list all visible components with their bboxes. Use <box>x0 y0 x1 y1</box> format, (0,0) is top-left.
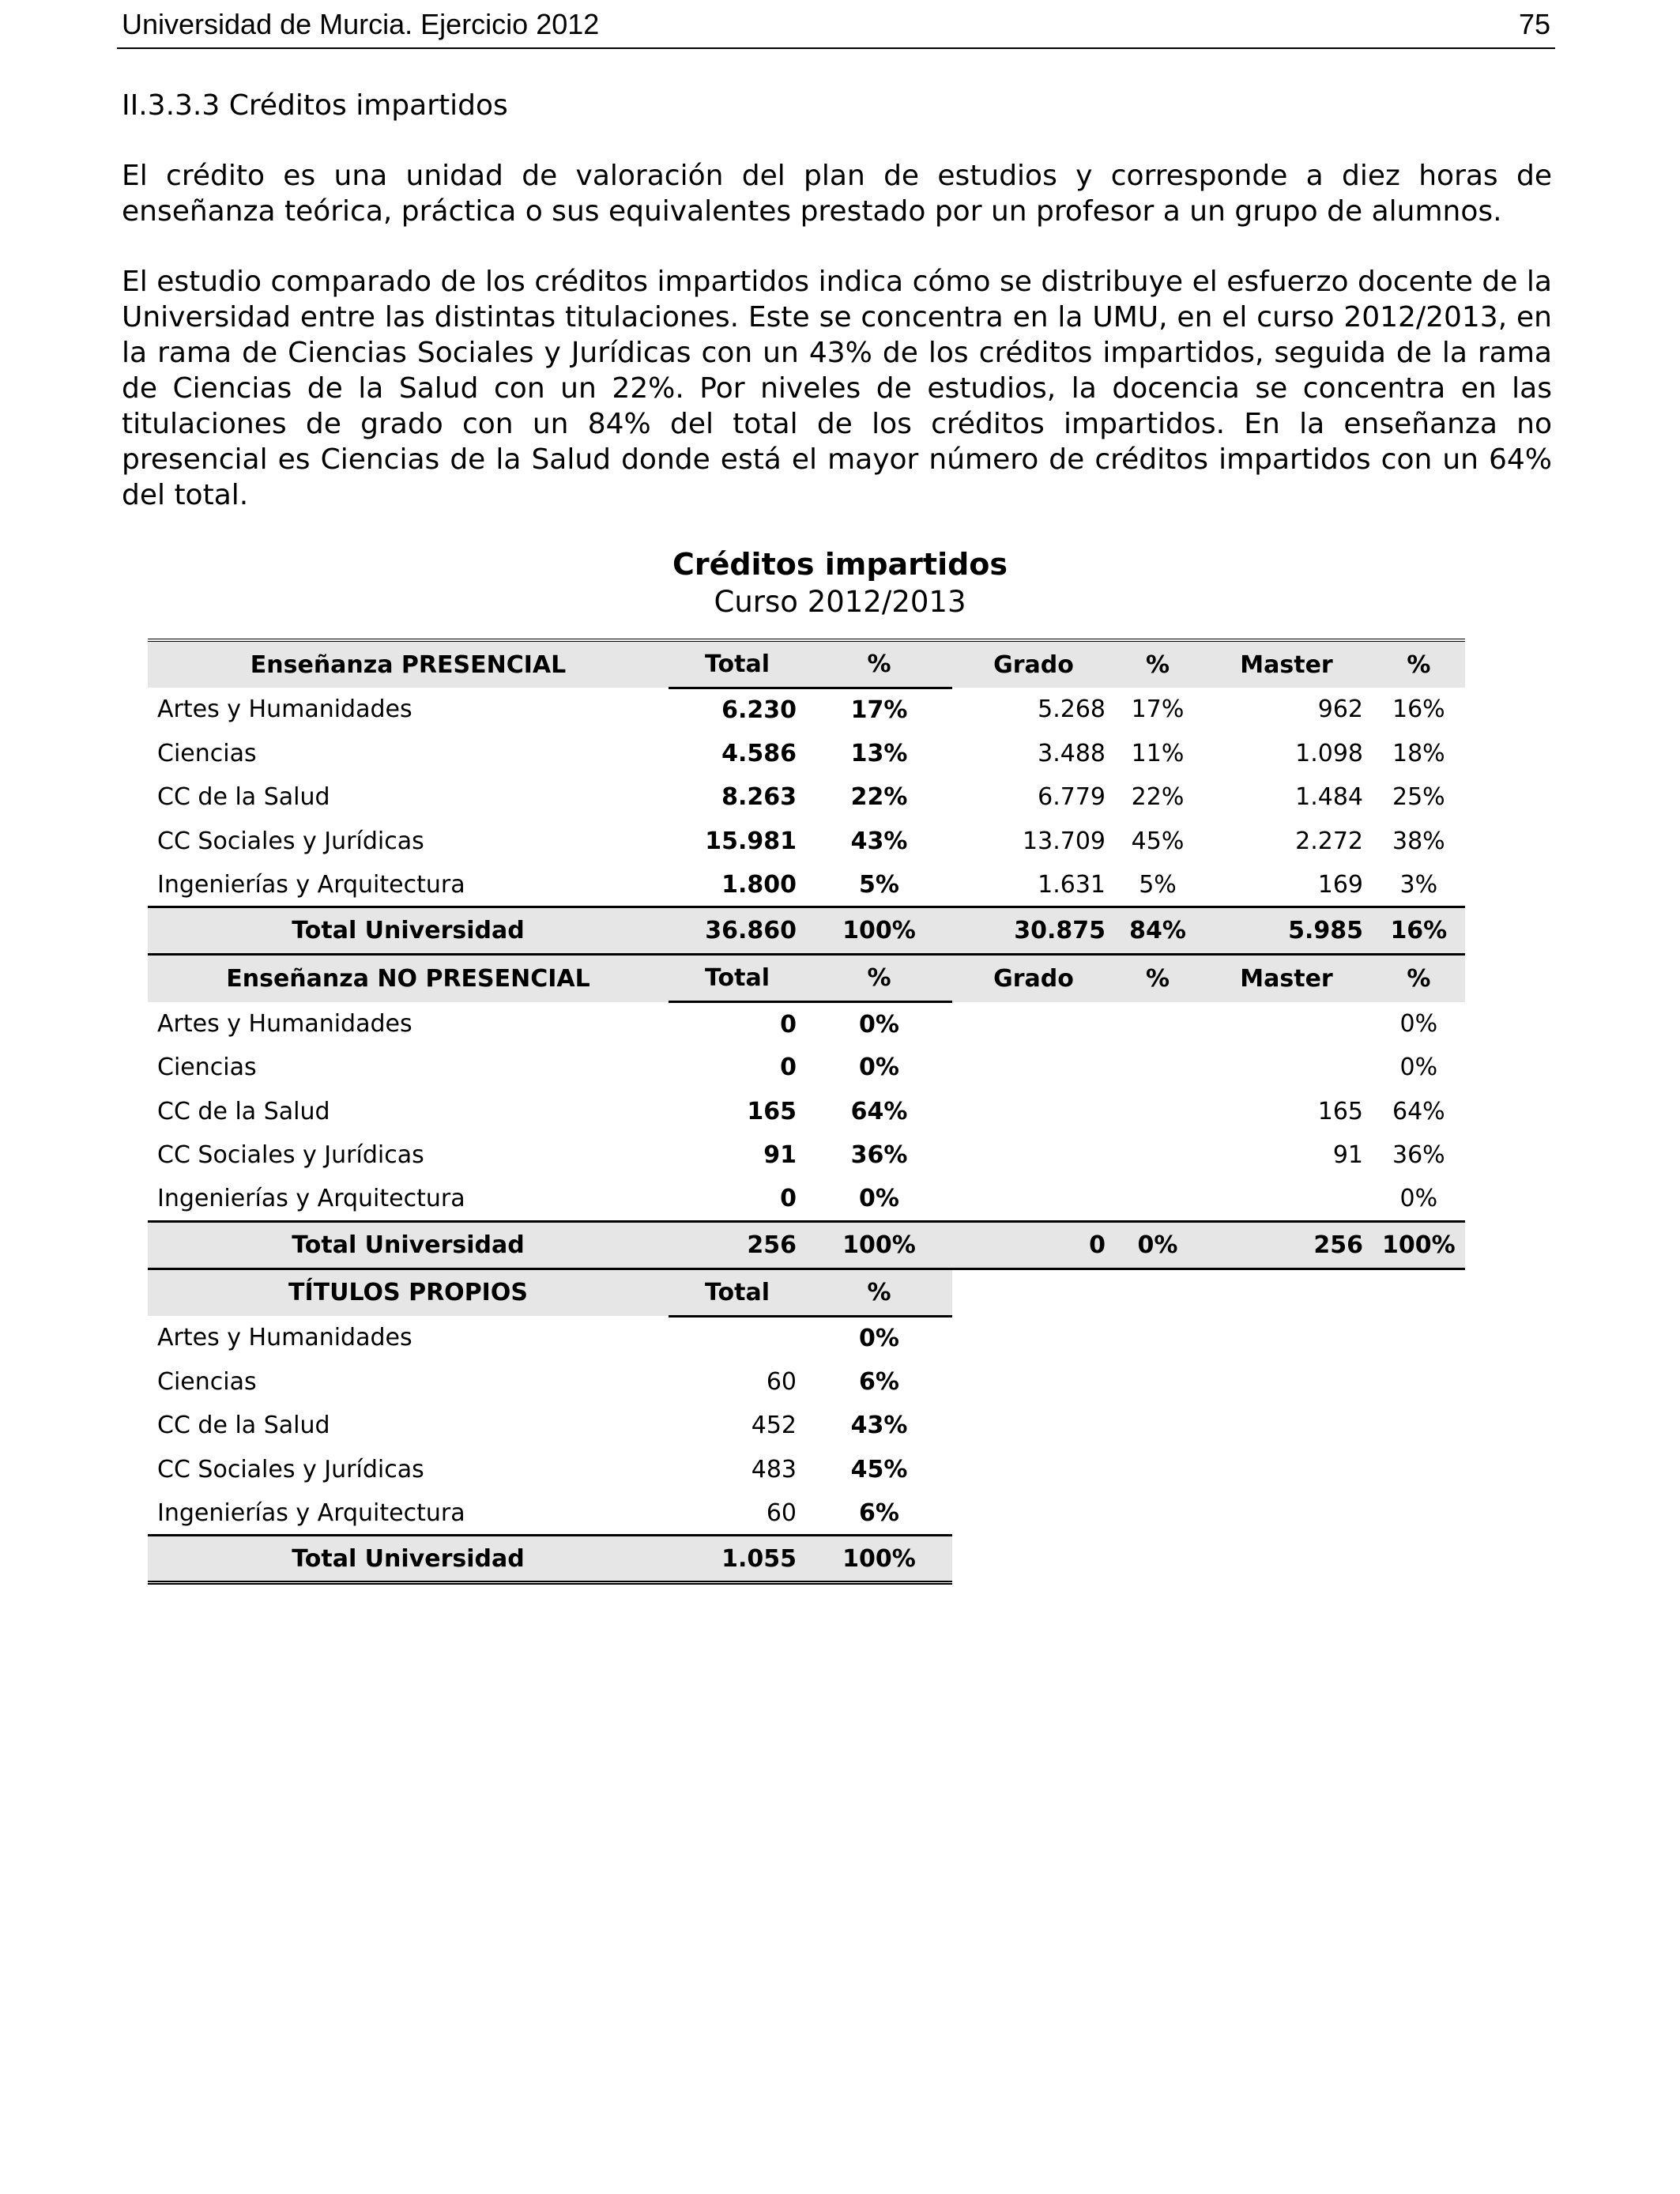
empty-cell <box>952 1360 1115 1404</box>
creditos-table <box>148 639 1465 1585</box>
table-title: Créditos impartidos <box>672 547 1008 582</box>
table-cell: 36% <box>1392 1141 1445 1170</box>
page-number: 75 <box>1518 8 1550 40</box>
table-row <box>148 1090 1465 1134</box>
table-cell: 18% <box>1392 739 1445 767</box>
column-header: TÍTULOS PROPIOS <box>148 1269 669 1316</box>
table-cell: 0% <box>859 1054 899 1082</box>
table-cell: 45% <box>1131 827 1185 855</box>
table-cell: 0% <box>1373 1178 1465 1222</box>
total-label: Total Universidad <box>148 1221 669 1269</box>
table-cell: 11% <box>1131 739 1185 767</box>
table-row <box>148 688 1465 732</box>
row-label: CC de la Salud <box>157 1412 330 1440</box>
table-row <box>148 1178 1465 1222</box>
column-header: % <box>806 640 952 688</box>
empty-cell <box>952 1491 1115 1536</box>
table-cell: 165 <box>1317 1097 1363 1125</box>
table-cell <box>1115 1002 1200 1046</box>
empty-cell <box>1200 1404 1373 1448</box>
column-header: Total <box>669 1269 806 1316</box>
table-cell: 962 <box>1317 696 1363 724</box>
empty-cell <box>952 1536 1115 1583</box>
table-subtitle: Curso 2012/2013 <box>714 585 966 619</box>
empty-cell <box>952 1404 1115 1448</box>
column-header: % <box>1115 955 1200 1002</box>
table-cell <box>1115 1178 1200 1222</box>
table-cell <box>1200 1178 1373 1222</box>
total-cell: 100% <box>806 907 952 955</box>
table-cell: 5% <box>1115 863 1200 907</box>
total-cell: 16% <box>1373 907 1465 955</box>
table-cell: 25% <box>1392 783 1445 812</box>
empty-cell <box>1373 1316 1465 1360</box>
table-cell: 38% <box>1392 827 1445 855</box>
table-cell: 64% <box>850 1097 908 1125</box>
table-section-header <box>148 1269 1465 1316</box>
empty-cell <box>1373 1269 1465 1316</box>
column-header: Grado <box>952 640 1115 688</box>
table-cell: 64% <box>1392 1097 1445 1125</box>
empty-cell <box>952 1448 1115 1492</box>
table-cell: 0% <box>1399 1009 1438 1038</box>
table-row <box>148 1491 1465 1536</box>
table-cell <box>952 1178 1115 1222</box>
table-cell: 1.631 <box>952 863 1115 907</box>
empty-cell <box>1200 1491 1373 1536</box>
total-cell: 256 <box>669 1221 806 1269</box>
table-row <box>148 1316 1465 1360</box>
table-cell: 6.230 <box>721 696 797 724</box>
table-row <box>148 820 1465 864</box>
table-cell: 5.268 <box>1038 696 1106 724</box>
row-label: CC de la Salud <box>157 783 330 812</box>
column-header: % <box>1373 640 1465 688</box>
column-header: % <box>1373 955 1465 1002</box>
table-cell: 6% <box>806 1491 952 1536</box>
row-label: Artes y Humanidades <box>157 1324 412 1352</box>
empty-cell <box>1115 1360 1200 1404</box>
table-cell <box>1115 1046 1200 1090</box>
row-label: Artes y Humanidades <box>157 696 412 724</box>
table-cell: 165 <box>747 1097 797 1125</box>
table-cell: 17% <box>850 696 908 724</box>
table-cell: 43% <box>850 827 908 855</box>
column-header: Total <box>669 955 806 1002</box>
table-cell: 2.272 <box>1295 827 1363 855</box>
total-cell: 256 <box>1200 1221 1373 1269</box>
table-cell: 169 <box>1200 863 1373 907</box>
total-cell: 36.860 <box>669 907 806 955</box>
table-cell: 0% <box>859 1325 899 1352</box>
total-cell: 5.985 <box>1200 907 1373 955</box>
table-row <box>148 1133 1465 1178</box>
table-row <box>148 1448 1465 1492</box>
row-label: CC Sociales y Jurídicas <box>157 827 424 855</box>
empty-cell <box>1115 1269 1200 1316</box>
empty-cell <box>1200 1448 1373 1492</box>
empty-cell <box>1373 1536 1465 1583</box>
table-cell: 22% <box>850 783 908 812</box>
empty-cell <box>1200 1536 1373 1583</box>
empty-cell <box>1373 1360 1465 1404</box>
table-cell: 1.800 <box>669 863 806 907</box>
table-row <box>148 1046 1465 1090</box>
table-cell: 15.981 <box>705 827 797 855</box>
table-cell: 60 <box>766 1367 797 1396</box>
table-cell: 13% <box>850 739 908 767</box>
table-cell: 36% <box>850 1141 908 1170</box>
empty-cell <box>1115 1316 1200 1360</box>
total-cell: 100% <box>806 1221 952 1269</box>
table-cell <box>952 1002 1115 1046</box>
empty-cell <box>952 1316 1115 1360</box>
table-row <box>148 863 1465 907</box>
table-cell <box>669 1316 806 1360</box>
empty-cell <box>1115 1491 1200 1536</box>
row-label: Ciencias <box>157 1054 257 1082</box>
total-label: Total Universidad <box>148 907 669 955</box>
column-header: % <box>806 1269 952 1316</box>
total-label: Total Universidad <box>148 1536 669 1583</box>
table-cell: 6.779 <box>1038 783 1106 812</box>
table-total-row <box>148 1536 1465 1583</box>
row-label: CC de la Salud <box>157 1097 330 1125</box>
table-section-header <box>148 955 1465 1002</box>
table-cell: 60 <box>669 1491 806 1536</box>
total-cell: 100% <box>1373 1221 1465 1269</box>
empty-cell <box>1115 1536 1200 1583</box>
table-total-row <box>148 907 1465 955</box>
empty-cell <box>1200 1360 1373 1404</box>
table-cell: 5% <box>806 863 952 907</box>
column-header: % <box>806 955 952 1002</box>
table-cell <box>952 1133 1115 1178</box>
row-label: Ingenierías y Arquitectura <box>148 863 669 907</box>
page-header <box>117 0 1555 49</box>
column-header: Grado <box>952 955 1115 1002</box>
table-cell: 4.586 <box>721 739 797 767</box>
row-label: Ciencias <box>157 739 257 767</box>
row-label: Ingenierías y Arquitectura <box>148 1491 669 1536</box>
table-total-row <box>148 1221 1465 1269</box>
total-cell: 0 <box>952 1221 1115 1269</box>
empty-cell <box>1200 1269 1373 1316</box>
table-cell: 17% <box>1131 696 1185 724</box>
table-row <box>148 1404 1465 1448</box>
table-cell: 452 <box>751 1412 797 1440</box>
table-row <box>148 1360 1465 1404</box>
table-cell: 16% <box>1392 696 1445 724</box>
table-cell: 0 <box>780 1054 797 1082</box>
table-cell: 0 <box>780 1010 797 1039</box>
table-cell: 3% <box>1373 863 1465 907</box>
table-cell <box>1115 1133 1200 1178</box>
table-cell <box>1200 1046 1373 1090</box>
empty-cell <box>1373 1404 1465 1448</box>
total-cell: 100% <box>806 1536 952 1583</box>
column-header: Enseñanza NO PRESENCIAL <box>148 955 669 1002</box>
table-cell: 1.484 <box>1295 783 1363 812</box>
row-label: Artes y Humanidades <box>157 1009 412 1038</box>
empty-cell <box>1373 1491 1465 1536</box>
column-header: Total <box>669 640 806 688</box>
column-header: Master <box>1200 955 1373 1002</box>
table-cell <box>1115 1090 1200 1134</box>
table-cell: 0% <box>859 1010 899 1039</box>
table-cell <box>1200 1002 1373 1046</box>
table-cell: 22% <box>1131 783 1185 812</box>
paragraph-2: El estudio comparado de los créditos impartidos indica cómo se distribuye el esfuerzo docente de la Universidad entre las distintas titulaciones. Este se concentra en la UMU, en el curso 2012/2013, en la rama de Ciencias Sociales y Jurídicas con un 43% de los créditos impartidos, seguida de la rama de Ciencias de la Salud con un 22%. Por niveles de estudios, la docencia se concentra en las titulaciones de grado con un 84% del total de los créditos impartidos. En la enseñanza no presencial es Ciencias de la Salud donde está el mayor número de créditos impartidos con un 64% del total. <box>122 266 1552 511</box>
total-cell: 84% <box>1115 907 1200 955</box>
total-cell: 0% <box>1115 1221 1200 1269</box>
empty-cell <box>1373 1448 1465 1492</box>
row-label: Ingenierías y Arquitectura <box>148 1178 669 1222</box>
total-cell: 30.875 <box>952 907 1115 955</box>
empty-cell <box>1115 1404 1200 1448</box>
table-cell: 0% <box>806 1178 952 1222</box>
column-header: Master <box>1200 640 1373 688</box>
empty-cell <box>1115 1448 1200 1492</box>
empty-cell <box>952 1269 1115 1316</box>
column-header: Enseñanza PRESENCIAL <box>148 640 669 688</box>
table-cell: 483 <box>751 1455 797 1483</box>
table-cell: 0% <box>1399 1054 1438 1082</box>
table-cell: 0 <box>669 1178 806 1222</box>
header-title: Universidad de Murcia. Ejercicio 2012 <box>122 8 600 40</box>
table-cell: 91 <box>1332 1141 1363 1170</box>
section-title: II.3.3.3 Créditos impartidos <box>122 89 508 122</box>
table-cell: 13.709 <box>1023 827 1106 855</box>
table-cell: 45% <box>850 1455 908 1483</box>
total-cell: 1.055 <box>669 1536 806 1583</box>
table-cell: 6% <box>859 1367 899 1396</box>
empty-cell <box>1200 1316 1373 1360</box>
table-cell: 91 <box>763 1141 797 1170</box>
paragraph-1: El crédito es una unidad de valoración del plan de estudios y corresponde a diez horas de enseñanza teórica, práctica o sus equivalentes prestado por un profesor a un grupo de alumnos. <box>122 160 1552 228</box>
table-cell: 1.098 <box>1295 739 1363 767</box>
table-cell: 43% <box>850 1412 908 1440</box>
table-row <box>148 1002 1465 1046</box>
row-label: CC Sociales y Jurídicas <box>157 1455 424 1483</box>
table-cell: 8.263 <box>721 783 797 812</box>
table-cell <box>952 1046 1115 1090</box>
column-header: % <box>1115 640 1200 688</box>
row-label: Ciencias <box>157 1367 257 1396</box>
table-row <box>148 775 1465 820</box>
row-label: CC Sociales y Jurídicas <box>157 1141 424 1170</box>
table-cell <box>952 1090 1115 1134</box>
table-section-header <box>148 640 1465 688</box>
table-row <box>148 732 1465 776</box>
table-cell: 3.488 <box>1038 739 1106 767</box>
